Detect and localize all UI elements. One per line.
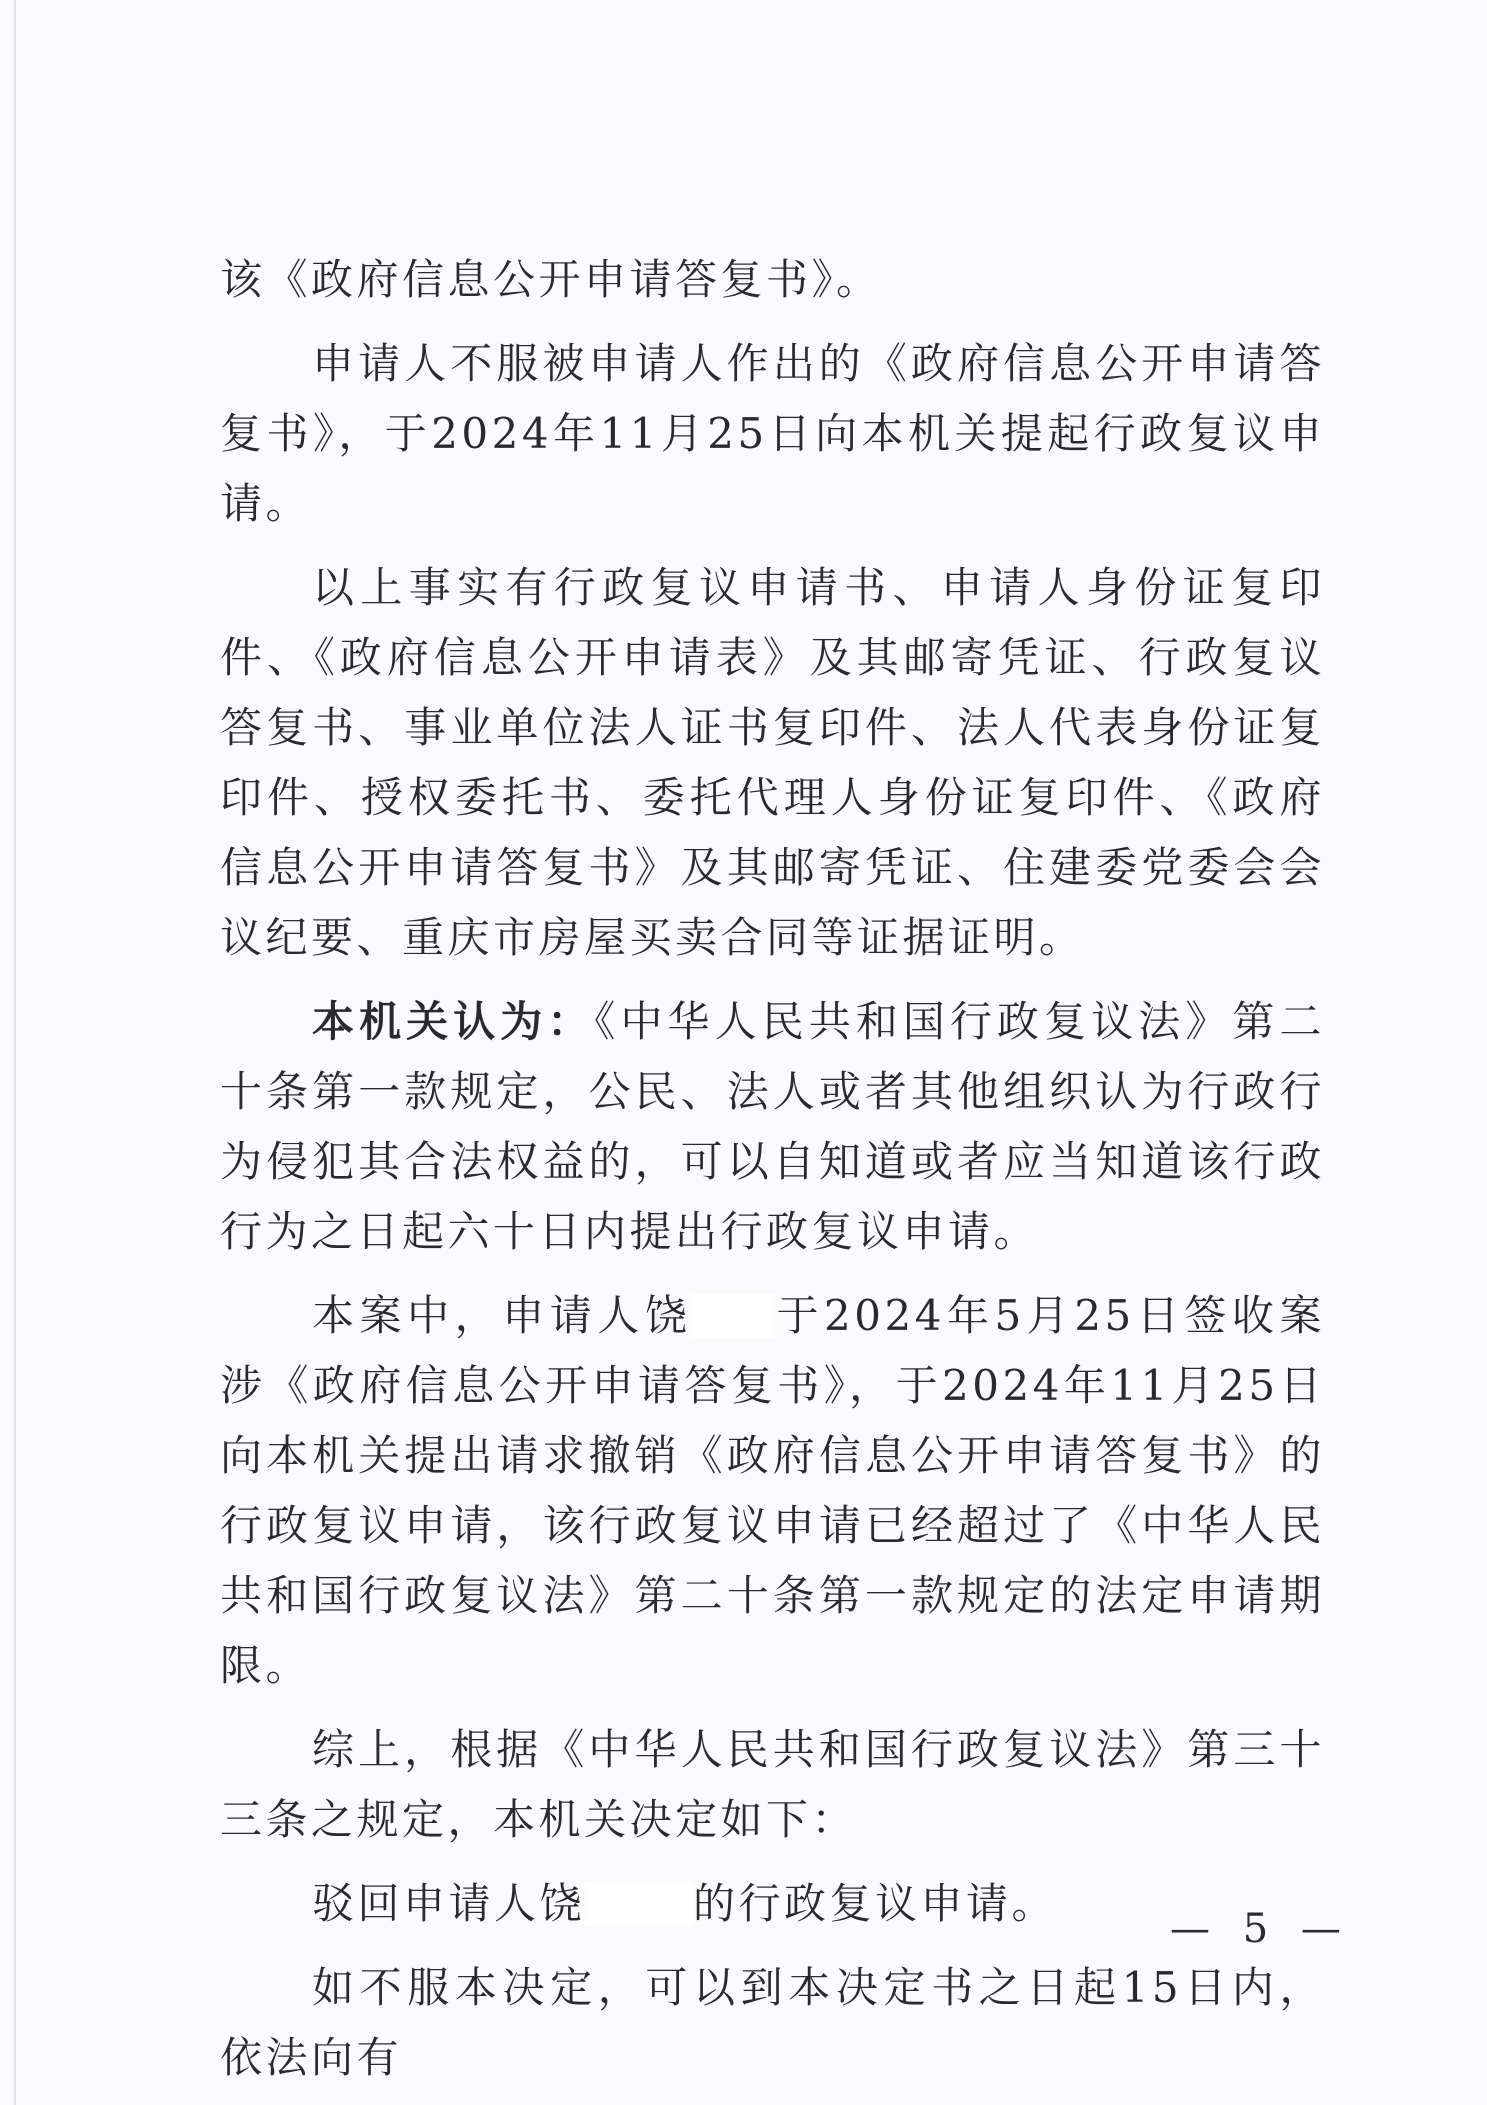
opinion-lead: 本机关认为： <box>312 997 595 1046</box>
paragraph-case <box>220 1281 1325 1701</box>
redaction-box <box>692 1294 774 1338</box>
paragraph-decision <box>220 1869 1325 1939</box>
decision-text-start: 驳回申请人饶 <box>312 1879 586 1928</box>
scan-edge-line <box>14 0 16 2105</box>
paragraph-evidence: 以上事实有行政复议申请书、申请人身份证复印件、《政府信息公开申请表》及其邮寄凭证、行政复议答复书、事业单位法人证书复印件、法人代表身份证复印件、授权委托书、委托代理人身份证复印件、《政府信息公开申请答复书》及其邮寄凭证、住建委党委会会议纪要、重庆市房屋买卖合同等证据证明。 <box>220 563 1325 962</box>
page-number: — 5 — <box>1170 1906 1351 1952</box>
case-text-end: 于2024年5月25日签收案涉《政府信息公开申请答复书》，于2024年11月25日向本机关提出请求撤销《政府信息公开申请答复书》的行政复议申请，该行政复议申请已经超过了《中华人民共和国行政复议法》第二十条第一款规定的法定申请期限。 <box>220 1291 1325 1690</box>
case-text-start: 本案中，申请人饶 <box>312 1291 693 1340</box>
paragraph-appeal-notice: 如不服本决定，可以到本决定书之日起15日内，依法向有 <box>220 1963 1325 2082</box>
paragraph-conclusion: 综上，根据《中华人民共和国行政复议法》第三十三条之规定，本机关决定如下： <box>220 1725 1325 1844</box>
redaction-box <box>585 1882 693 1926</box>
paragraph-opinion <box>220 987 1325 1267</box>
paragraph-application: 申请人不服被申请人作出的《政府信息公开申请答复书》，于2024年11月25日向本机关提起行政复议申请。 <box>220 339 1325 528</box>
paragraph-continuation: 该《政府信息公开申请答复书》。 <box>220 255 882 304</box>
document-body <box>220 245 1325 2093</box>
opinion-text: 《中华人民共和国行政复议法》第二十条第一款规定，公民、法人或者其他组织认为行政行为侵犯其合法权益的，可以自知道或者应当知道该行政行为之日起六十日内提出行政复议申请。 <box>220 997 1325 1256</box>
decision-text-end: 的行政复议申请。 <box>693 1879 1058 1928</box>
